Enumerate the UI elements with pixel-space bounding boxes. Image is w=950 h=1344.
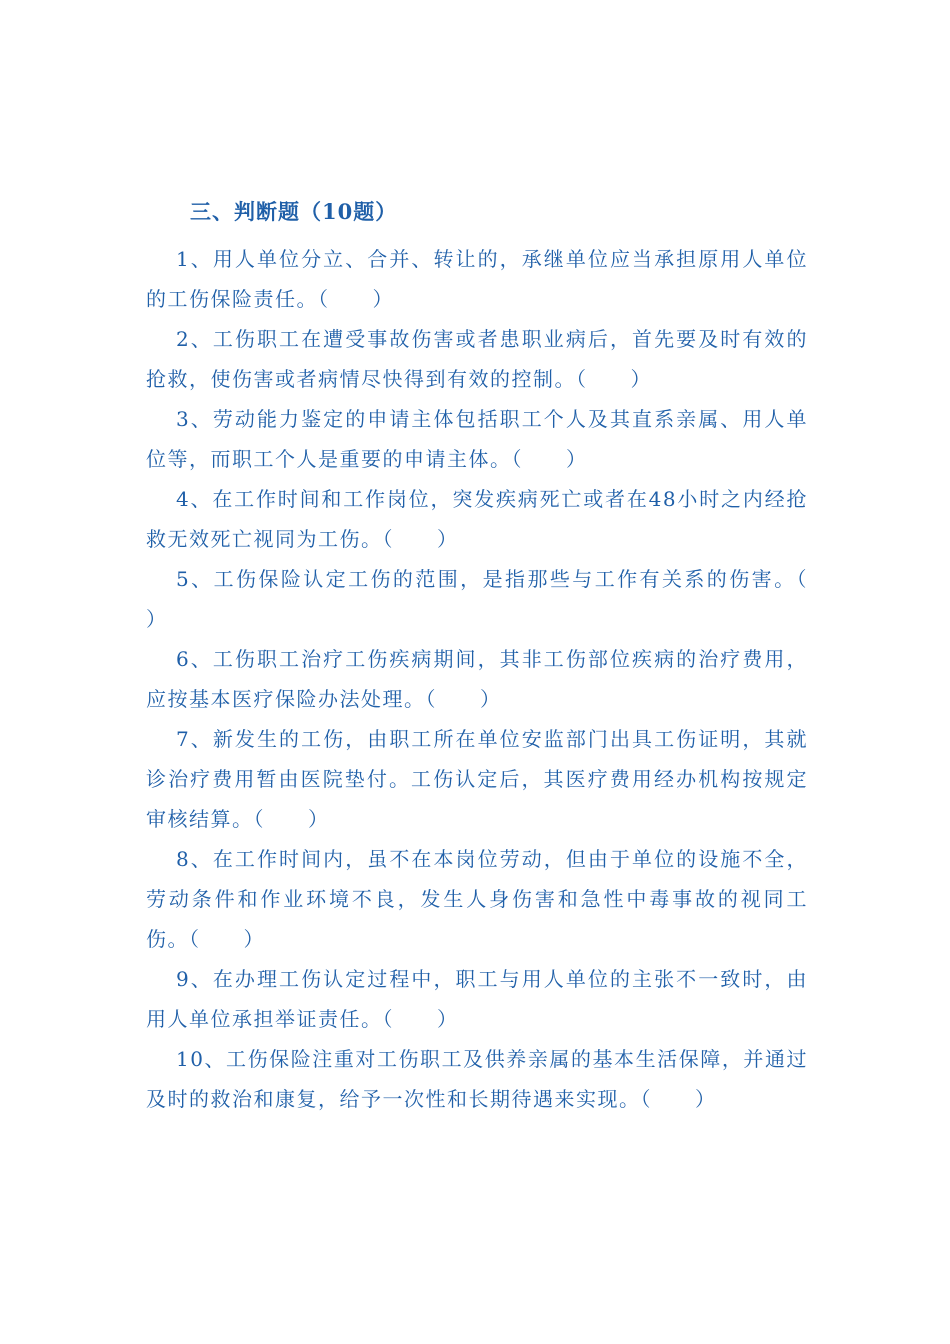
question-6: 6、工伤职工治疗工伤疾病期间，其非工伤部位疾病的治疗费用，应按基本医疗保险办法处理。（ ）	[146, 647, 808, 711]
question-7: 7、新发生的工伤，由职工所在单位安监部门出具工伤证明，其就诊治疗费用暂由医院垫付。工伤认定后，其医疗费用经办机构按规定审核结算。（ ）	[146, 727, 808, 831]
question-2: 2、工伤职工在遭受事故伤害或者患职业病后，首先要及时有效的抢救，使伤害或者病情尽快得到有效的控制。（ ）	[146, 327, 808, 391]
question-3: 3、劳动能力鉴定的申请主体包括职工个人及其直系亲属、用人单位等，而职工个人是重要的申请主体。（ ）	[146, 407, 808, 471]
question-8: 8、在工作时间内，虽不在本岗位劳动，但由于单位的设施不全，劳动条件和作业环境不良，发生人身伤害和急性中毒事故的视同工伤。（ ）	[146, 847, 808, 951]
question-9: 9、在办理工伤认定过程中，职工与用人单位的主张不一致时，由用人单位承担举证责任。（ ）	[146, 967, 808, 1031]
question-section	[146, 195, 851, 1119]
section-heading: 三、判断题（10题）	[190, 199, 398, 224]
question-10: 10、工伤保险注重对工伤职工及供养亲属的基本生活保障，并通过及时的救治和康复，给予一次性和长期待遇来实现。（ ）	[146, 1047, 808, 1111]
question-1: 1、用人单位分立、合并、转让的，承继单位应当承担原用人单位的工伤保险责任。（ ）	[146, 247, 808, 311]
question-4: 4、在工作时间和工作岗位，突发疾病死亡或者在48小时之内经抢救无效死亡视同为工伤。（ ）	[146, 487, 808, 551]
question-5: 5、工伤保险认定工伤的范围，是指那些与工作有关系的伤害。（ ）	[146, 567, 851, 631]
